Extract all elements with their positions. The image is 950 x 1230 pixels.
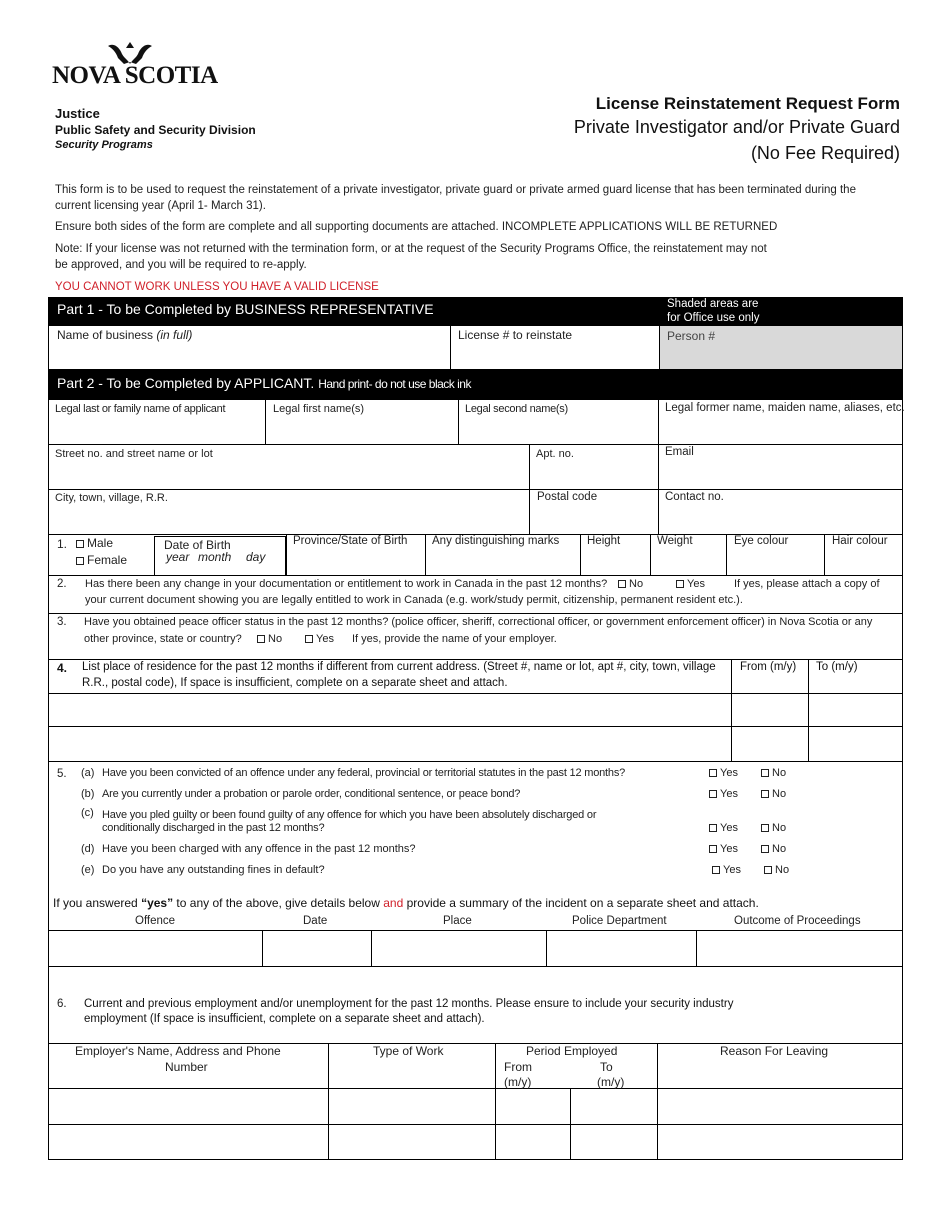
height-label: Height (587, 535, 621, 547)
first-name-label: Legal first name(s) (273, 403, 365, 415)
eye-colour-input[interactable] (728, 552, 822, 574)
intro-line-1: This form is to be used to request the reinstatement of a private investigator, private guard or private armed guard license that has been terminated during the (55, 184, 856, 196)
second-name-label: Legal second name(s) (465, 403, 568, 415)
q5c-yes-label: Yes (720, 822, 738, 834)
q5c-no-option[interactable] (761, 822, 786, 834)
q5c-no-checkbox[interactable] (761, 824, 769, 832)
q5c-text: Have you pled guilty or been found guilty of any offence for which you have been absolutely discharged or (102, 809, 597, 821)
q3-no-option[interactable] (257, 633, 282, 645)
height-input[interactable] (582, 552, 648, 574)
street-label: Street no. and street name or lot (55, 448, 213, 460)
col-to-my: (m/y) (597, 1075, 625, 1089)
weight-label: Weight (657, 535, 693, 547)
city-input[interactable] (50, 508, 527, 533)
col-type-of-work: Type of Work (373, 1044, 444, 1058)
residence-address-input-2[interactable] (50, 728, 729, 760)
q5e-no-checkbox[interactable] (764, 866, 772, 874)
license-warning: YOU CANNOT WORK UNLESS YOU HAVE A VALID LICENSE (55, 281, 379, 293)
q5d-no-option[interactable] (761, 843, 786, 855)
q5e-letter: (e) (81, 864, 95, 876)
offence-place-input[interactable] (373, 932, 544, 965)
q2-number: 2. (57, 578, 67, 590)
q4-number: 4. (57, 661, 68, 675)
part2-header-note: Hand print- do not use black ink (318, 377, 471, 391)
nova-scotia-logo (52, 40, 218, 95)
col-date: Date (303, 915, 328, 927)
q2-no-checkbox[interactable] (618, 580, 626, 588)
q6-text-1: Current and previous employment and/or unemployment for the past 12 months. Please ensure to include your security industry (84, 998, 734, 1010)
q2-text-2: your current document showing you are legally entitled to work in Canada (e.g. work/study permit, citizenship, permanent resident etc.). (85, 594, 743, 606)
part2-header-bar (48, 369, 903, 400)
part2-header (57, 375, 471, 391)
q6-number: 6. (57, 998, 67, 1010)
q3-no-label: No (268, 633, 283, 645)
q5e-no-label: No (775, 864, 790, 876)
intro-line-3: Ensure both sides of the form are complete and all supporting documents are attached. INCOMPLETE APPLICATIONS WILL BE RETURNED (55, 221, 778, 233)
q5c-letter: (c) (81, 807, 94, 819)
q5c-yes-checkbox[interactable] (709, 824, 717, 832)
q3-yes-option[interactable] (305, 633, 334, 645)
intro-line-2: current licensing year (April 1- March 31). (55, 200, 266, 212)
q4-text-1: List place of residence for the past 12 months if different from current address. (Street #, name or lot, apt #, city, town, village (82, 661, 716, 673)
residence-address-input-1[interactable] (50, 695, 729, 725)
details-and: and (383, 896, 404, 910)
col-outcome: Outcome of Proceedings (734, 915, 861, 927)
q4-to-label: To (m/y) (816, 661, 858, 673)
dept-name: Justice (55, 106, 100, 121)
dept-program: Security Programs (55, 139, 153, 151)
email-label: Email (665, 446, 694, 458)
apt-input[interactable] (531, 463, 656, 488)
q5e-yes-checkbox[interactable] (712, 866, 720, 874)
employer-input-2[interactable] (50, 1126, 326, 1158)
q2-yes-label: Yes (687, 578, 705, 590)
col-from: From (504, 1060, 532, 1074)
eye-colour-label: Eye colour (734, 535, 789, 547)
type-of-work-input-2[interactable] (330, 1126, 493, 1158)
col-employer-1: Employer's Name, Address and Phone (75, 1044, 281, 1058)
col-place: Place (443, 915, 472, 927)
female-checkbox[interactable] (76, 557, 84, 565)
business-name-label-em: (in full) (156, 328, 193, 342)
weight-input[interactable] (652, 552, 724, 574)
col-period-employed: Period Employed (526, 1044, 618, 1058)
col-from-my: (m/y) (504, 1075, 532, 1089)
q5d-no-checkbox[interactable] (761, 845, 769, 853)
business-name-label (57, 328, 192, 342)
q5d-yes-option[interactable] (709, 843, 738, 855)
q3-number: 3. (57, 616, 67, 628)
q5d-letter: (d) (81, 843, 95, 855)
q4-from-label: From (m/y) (740, 661, 797, 673)
residence-to-input-2[interactable] (810, 728, 901, 760)
q5b-no-option[interactable] (761, 788, 786, 800)
q3-after: If yes, provide the name of your employer. (352, 633, 557, 645)
q5a-letter: (a) (81, 767, 95, 779)
shaded-note-2: for Office use only (667, 312, 760, 324)
q5e-text: Do you have any outstanding fines in default? (102, 864, 325, 876)
intro-line-5: be approved, and you will be required to re-apply. (55, 259, 307, 271)
q5-details-instruction (53, 896, 759, 910)
q5d-no-label: No (772, 843, 787, 855)
q3-yes-checkbox[interactable] (305, 635, 313, 643)
q3-no-checkbox[interactable] (257, 635, 265, 643)
q5a-yes-label: Yes (720, 767, 738, 779)
q5a-text: Have you been convicted of an offence under any federal, provincial or territorial statutes in the past 12 months? (102, 767, 626, 779)
q3-yes-label: Yes (316, 633, 334, 645)
q5b-yes-option[interactable] (709, 788, 738, 800)
male-checkbox[interactable] (76, 540, 84, 548)
q5a-no-label: No (772, 767, 787, 779)
license-number-label: License # to reinstate (458, 328, 573, 342)
col-to: To (600, 1060, 613, 1074)
male-label: Male (87, 536, 114, 550)
q5c-no-label: No (772, 822, 787, 834)
outcome-input[interactable] (698, 932, 901, 965)
type-of-work-input-1[interactable] (330, 1090, 493, 1123)
q5a-no-checkbox[interactable] (761, 769, 769, 777)
period-from-input-2[interactable] (497, 1126, 568, 1158)
license-number-input[interactable] (452, 344, 657, 368)
q5e-yes-label: Yes (723, 864, 741, 876)
q5a-yes-option[interactable] (709, 767, 738, 779)
period-to-input-1[interactable] (572, 1090, 655, 1123)
residence-to-input-1[interactable] (810, 695, 901, 725)
q2-no-option[interactable] (618, 578, 643, 590)
q5a-yes-checkbox[interactable] (709, 769, 717, 777)
q5b-yes-checkbox[interactable] (709, 790, 717, 798)
q5a-no-option[interactable] (761, 767, 786, 779)
offence-date-input[interactable] (264, 932, 369, 965)
former-name-input[interactable] (660, 418, 901, 443)
q5e-yes-option[interactable] (712, 864, 741, 876)
q5-number: 5. (57, 768, 67, 780)
offence-input[interactable] (50, 932, 260, 965)
hair-colour-label: Hair colour (832, 535, 888, 547)
hair-colour-input[interactable] (826, 552, 901, 574)
q5d-yes-label: Yes (720, 843, 738, 855)
part2-header-text: Part 2 - To be Completed by APPLICANT. (57, 375, 315, 391)
q3-text-1: Have you obtained peace officer status in the past 12 months? (police officer, sheriff, correctional officer, or government enforcement officer) in Nova Scotia or any (84, 616, 873, 628)
q2-after: If yes, please attach a copy of (734, 578, 880, 590)
contact-label: Contact no. (665, 491, 724, 503)
q5b-no-checkbox[interactable] (761, 790, 769, 798)
last-name-label: Legal last or family name of applicant (55, 403, 226, 415)
q5d-text: Have you been charged with any offence in the past 12 months? (102, 843, 416, 855)
form-fee: (No Fee Required) (750, 143, 900, 163)
apt-label: Apt. no. (536, 448, 574, 460)
details-pre: If you answered (53, 896, 142, 910)
details-post: provide a summary of the incident on a separate sheet and attach. (403, 896, 759, 910)
q5c-text-2: conditionally discharged in the past 12 months? (102, 822, 325, 834)
postal-label: Postal code (537, 491, 598, 503)
q2-yes-checkbox[interactable] (676, 580, 684, 588)
q6-text-2: employment (If space is insufficient, complete on a separate sheet and attach). (84, 1013, 485, 1025)
street-input[interactable] (50, 463, 527, 488)
q2-yes-option[interactable] (676, 578, 705, 590)
contact-input[interactable] (660, 508, 901, 533)
distinguishing-marks-label: Any distinguishing marks (432, 535, 560, 547)
province-birth-input[interactable] (288, 552, 423, 574)
employer-input-1[interactable] (50, 1090, 326, 1123)
details-yes: “yes” (141, 896, 174, 910)
details-mid: to any of the above, give details below (173, 896, 384, 910)
part1-header: Part 1 - To be Completed by BUSINESS REPRESENTATIVE (57, 301, 434, 317)
male-option[interactable] (76, 536, 113, 550)
form-subtitle: Private Investigator and/or Private Guard (573, 117, 900, 137)
q4-text-2: R.R., postal code), If space is insufficient, complete on a separate sheet and attach. (82, 677, 508, 689)
former-name-label: Legal former name, maiden name, aliases, etc. (665, 402, 905, 414)
shaded-note-1: Shaded areas are (667, 298, 759, 310)
province-birth-label: Province/State of Birth (293, 535, 408, 547)
female-option[interactable] (76, 553, 127, 567)
female-label: Female (87, 553, 128, 567)
q5b-letter: (b) (81, 788, 95, 800)
dept-division: Public Safety and Security Division (55, 123, 256, 137)
period-to-input-2[interactable] (572, 1126, 655, 1158)
reason-input-2[interactable] (659, 1126, 901, 1158)
col-police-department: Police Department (572, 915, 667, 927)
col-employer-2: Number (165, 1060, 208, 1074)
col-offence: Offence (135, 915, 176, 927)
q2-text-1: Has there been any change in your documentation or entitlement to work in Canada in the past 12 months? (85, 578, 608, 590)
business-name-label-text: Name of business (57, 328, 157, 342)
period-from-input-1[interactable] (497, 1090, 568, 1123)
form-title: License Reinstatement Request Form (595, 94, 900, 113)
reason-input-1[interactable] (659, 1090, 901, 1123)
q5c-yes-option[interactable] (709, 822, 738, 834)
q5b-no-label: No (772, 788, 787, 800)
dob-label: Date of Birth (164, 538, 231, 552)
q5b-text: Are you currently under a probation or parole order, conditional sentence, or peace bond? (102, 788, 521, 800)
q2-no-label: No (629, 578, 644, 590)
email-input[interactable] (660, 463, 901, 488)
first-name-input[interactable] (267, 418, 456, 443)
logo-text: NOVA SCOTIA (52, 62, 218, 89)
intro-line-4: Note: If your license was not returned with the termination form, or at the request of the Security Programs Office, the reinstatement may not (55, 243, 767, 255)
residence-from-input-2[interactable] (733, 728, 806, 760)
postal-input[interactable] (531, 508, 656, 533)
police-department-input[interactable] (548, 932, 694, 965)
dob-day-label: day (246, 550, 266, 564)
q1-number: 1. (57, 537, 68, 551)
residence-from-input-1[interactable] (733, 695, 806, 725)
second-name-input[interactable] (460, 418, 656, 443)
q5e-no-option[interactable] (764, 864, 789, 876)
city-label: City, town, village, R.R. (55, 492, 168, 504)
dob-month-label: month (198, 550, 232, 564)
person-number-label: Person # (667, 329, 716, 343)
last-name-input[interactable] (50, 418, 263, 443)
q5d-yes-checkbox[interactable] (709, 845, 717, 853)
dob-year-label: year (166, 550, 190, 564)
q5b-yes-label: Yes (720, 788, 738, 800)
col-reason-for-leaving: Reason For Leaving (720, 1044, 829, 1058)
part1-header-bar (48, 297, 903, 326)
business-name-input[interactable] (50, 344, 448, 368)
q3-text-2: other province, state or country? (84, 633, 242, 645)
distinguishing-marks-input[interactable] (427, 552, 578, 574)
